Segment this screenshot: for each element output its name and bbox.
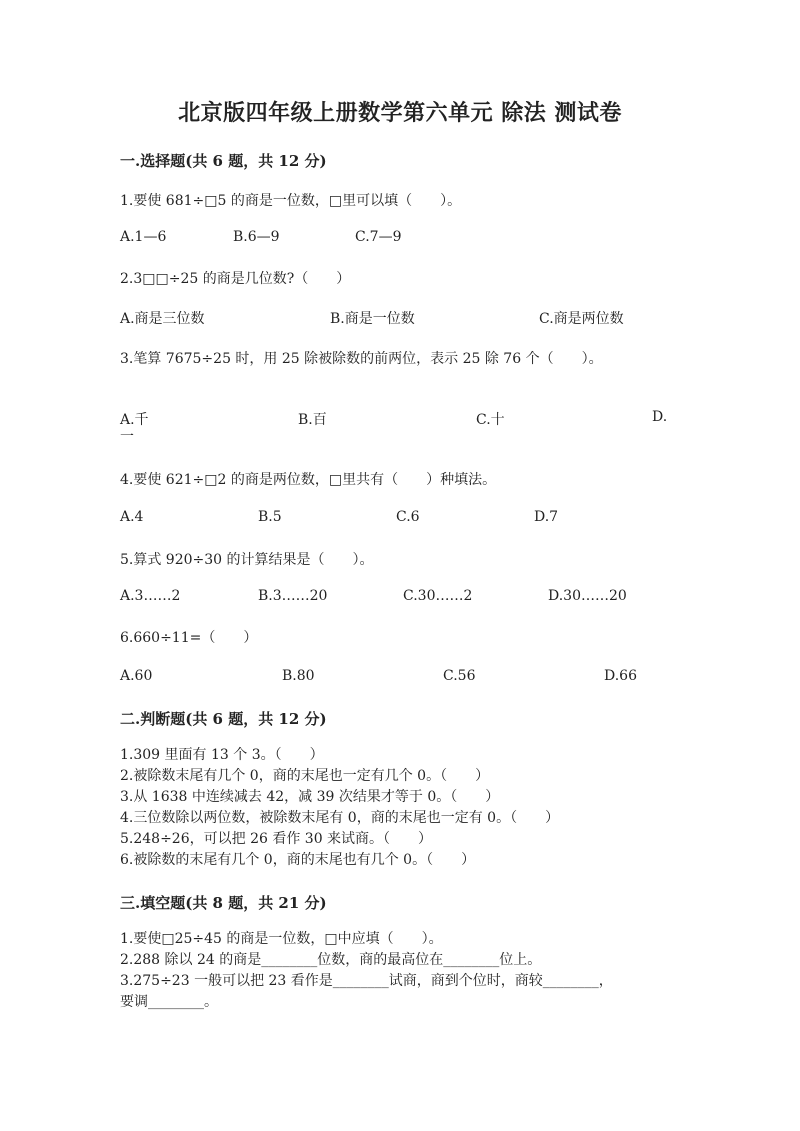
q3-option-a: A.千 <box>120 412 149 428</box>
q6-option-b: B.80 <box>282 668 315 684</box>
q4-option-a: A.4 <box>120 509 144 525</box>
q2-option-a: A.商是三位数 <box>120 311 205 327</box>
section-heading-fill-blank: 三.填空题(共 8 题，共 21 分) <box>120 894 327 912</box>
q2-option-b: B.商是一位数 <box>330 311 415 327</box>
fill-item-1: 1.要使□25÷45 的商是一位数，□中应填（ ）。 <box>120 931 443 947</box>
q3-option-c: C.十 <box>476 412 505 428</box>
tf-item-1: 1.309 里面有 13 个 3。（ ） <box>120 747 324 763</box>
tf-item-4: 4.三位数除以两位数，被除数末尾有 0，商的末尾也一定有 0。（ ） <box>120 810 560 826</box>
tf-item-5: 5.248÷26，可以把 26 看作 30 来试商。（ ） <box>120 831 433 847</box>
q1-option-c: C.7—9 <box>355 229 402 245</box>
q6-option-a: A.60 <box>120 668 153 684</box>
section-heading-choice: 一.选择题(共 6 题，共 12 分) <box>120 152 327 170</box>
question-2: 2.3□□÷25 的商是几位数?（ ） <box>120 271 351 287</box>
tf-item-6: 6.被除数的末尾有几个 0，商的末尾也有几个 0。（ ） <box>120 852 476 868</box>
q5-option-b: B.3……20 <box>258 588 328 604</box>
page-title: 北京版四年级上册数学第六单元 除法 测试卷 <box>178 100 622 126</box>
section-heading-judgement: 二.判断题(共 6 题，共 12 分) <box>120 710 327 728</box>
q5-option-a: A.3……2 <box>120 588 181 604</box>
question-5: 5.算式 920÷30 的计算结果是（ ）。 <box>120 552 374 568</box>
question-6: 6.660÷11=（ ） <box>120 630 258 646</box>
q1-option-a: A.1—6 <box>120 229 167 245</box>
q3-option-d: D. <box>652 409 668 425</box>
tf-item-2: 2.被除数末尾有几个 0，商的末尾也一定有几个 0。（ ） <box>120 768 490 784</box>
q1-option-b: B.6—9 <box>233 229 280 245</box>
q2-option-c: C.商是两位数 <box>539 311 624 327</box>
q4-option-b: B.5 <box>258 509 282 525</box>
q5-option-c: C.30……2 <box>403 588 473 604</box>
q4-option-c: C.6 <box>396 509 420 525</box>
question-1: 1.要使 681÷□5 的商是一位数，□里可以填（ ）。 <box>120 193 462 209</box>
q3-option-b: B.百 <box>298 412 327 428</box>
question-3: 3.笔算 7675÷25 时，用 25 除被除数的前两位，表示 25 除 76 个（ ）。 <box>120 351 603 367</box>
fill-item-2: 2.288 除以 24 的商是________位数，商的最高位在________位上。 <box>120 952 542 968</box>
q4-option-d: D.7 <box>534 509 559 525</box>
q6-option-d: D.66 <box>604 668 637 684</box>
fill-item-3-continued: 要调________。 <box>120 994 218 1010</box>
tf-item-3: 3.从 1638 中连续减去 42，减 39 次结果才等于 0。（ ） <box>120 789 500 805</box>
q3-option-d-wrap: 一 <box>120 429 134 445</box>
fill-item-3: 3.275÷23 一般可以把 23 看作是________试商，商到个位时，商较________， <box>120 973 613 989</box>
question-4: 4.要使 621÷□2 的商是两位数，□里共有（ ）种填法。 <box>120 472 497 488</box>
q5-option-d: D.30……20 <box>548 588 627 604</box>
q6-option-c: C.56 <box>443 668 476 684</box>
